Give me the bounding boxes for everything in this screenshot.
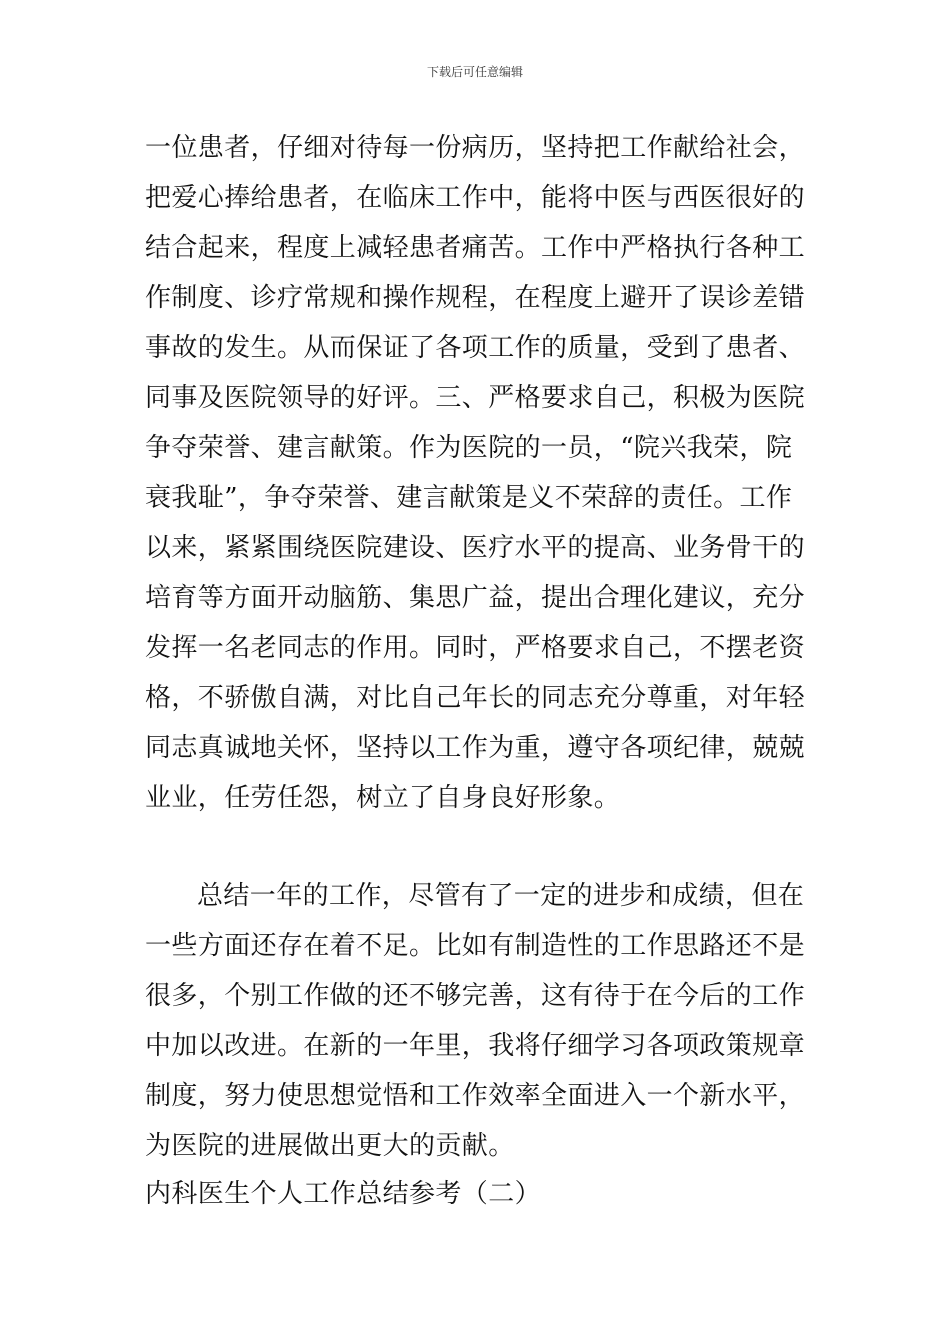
section-title: 内科医生个人工作总结参考（二） [145,1179,542,1209]
text-line: 把爱心捧给患者，在临床工作中，能将中医与西医很好的 [145,183,806,213]
text-line: 格，不骄傲自满，对比自己年长的同志充分尊重，对年轻 [145,683,806,713]
text-line: 争夺荣誉、建言献策。作为医院的一员，“院兴我荣，院 [145,433,793,463]
text-line: 同志真诚地关怀，坚持以工作为重，遵守各项纪律，兢兢 [145,733,806,763]
text-line: 事故的发生。从而保证了各项工作的质量，受到了患者、 [145,333,806,363]
text-line: 发挥一名老同志的作用。同时，严格要求自己，不摆老资 [145,633,806,663]
text-line: 制度，努力使思想觉悟和工作效率全面进入一个新水平， [145,1081,806,1111]
text-line: 业业，任劳任怨，树立了自身良好形象。 [145,783,621,813]
text-line: 一些方面还存在着不足。比如有制造性的工作思路还不是 [145,931,806,961]
text-line: 以来，紧紧围绕医院建设、医疗水平的提高、业务骨干的 [145,533,806,563]
text-line: 作制度、诊疗常规和操作规程，在程度上避开了误诊差错 [145,283,806,313]
text-line: 结合起来，程度上减轻患者痛苦。工作中严格执行各种工 [145,233,806,263]
text-line: 培育等方面开动脑筋、集思广益，提出合理化建议，充分 [145,583,806,613]
text-line: 中加以改进。在新的一年里，我将仔细学习各项政策规章 [145,1031,806,1061]
download-note: 下载后可任意编辑 [426,65,523,79]
text-line: 为医院的进展做出更大的贡献。 [145,1131,515,1161]
text-line: 衰我耻”，争夺荣誉、建言献策是义不荣辞的责任。工作 [145,483,793,513]
text-line: 同事及医院领导的好评。三、严格要求自己，积极为医院 [145,383,806,413]
text-line: 很多，个别工作做的还不够完善，这有待于在今后的工作 [145,981,806,1011]
text-line: 一位患者，仔细对待每一份病历，坚持把工作献给社会， [145,133,806,163]
text-line: 总结一年的工作，尽管有了一定的进步和成绩，但在 [197,881,805,911]
